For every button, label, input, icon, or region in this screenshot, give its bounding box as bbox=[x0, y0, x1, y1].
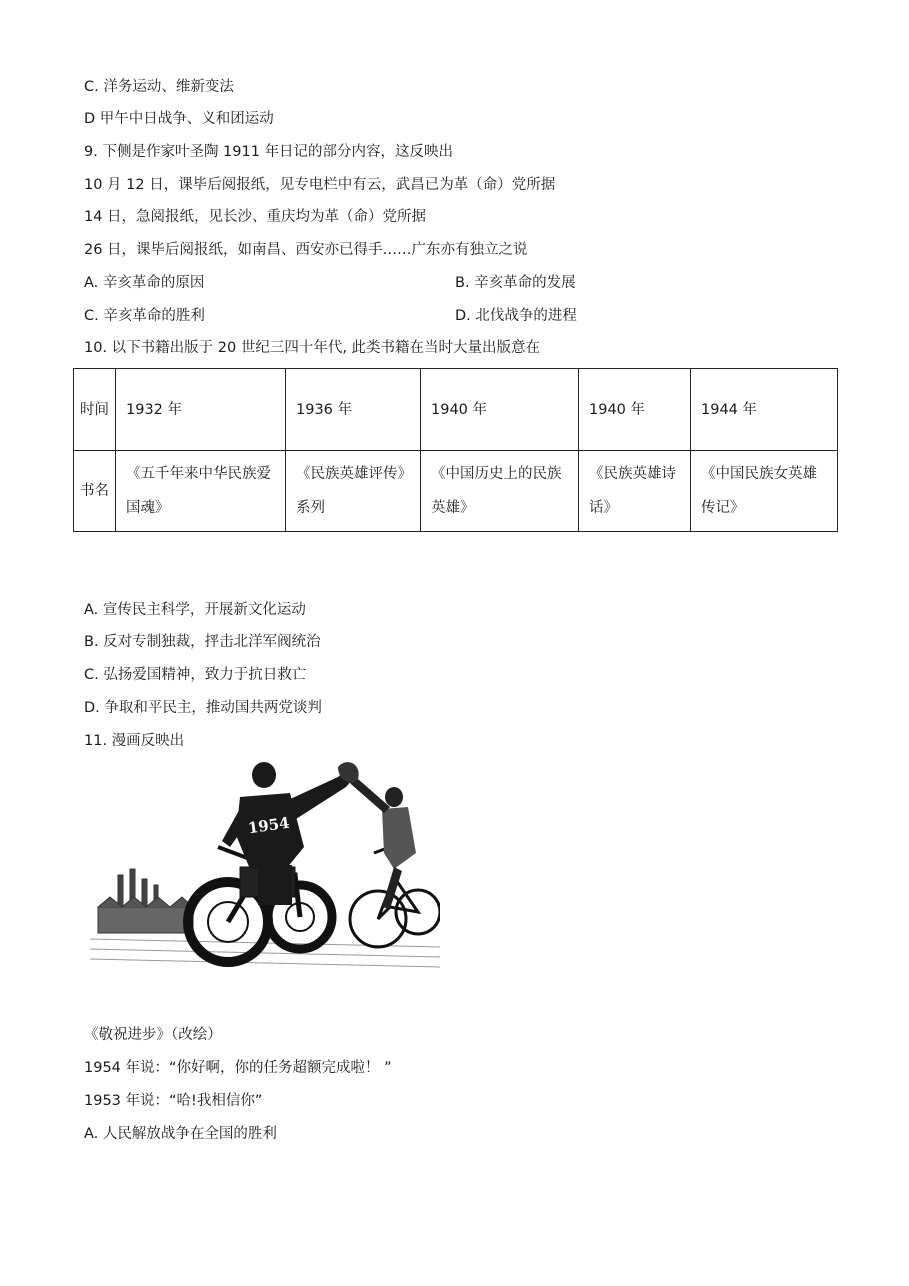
books-table bbox=[73, 368, 838, 532]
table-row bbox=[74, 369, 838, 451]
q10-option-c: C. 弘扬爱国精神，致力于抗日救亡 bbox=[84, 667, 307, 683]
q9-diary-line: 10 月 12 日，课毕后阅报纸，见专电栏中有云，武昌已为革（命）党所据 bbox=[84, 177, 556, 193]
table-cell-book: 《五千年来中华民族爱国魂》 bbox=[116, 451, 286, 532]
table-cell-year: 1940 年 bbox=[579, 369, 691, 451]
table-cell-year: 1932 年 bbox=[116, 369, 286, 451]
q9-diary-line: 14 日，急阅报纸，见长沙、重庆均为革（命）党所据 bbox=[84, 209, 427, 225]
q11-quote-1954: 1954 年说：“你好啊，你的任务超额完成啦！ ” bbox=[84, 1060, 392, 1076]
q9-option-b: B. 辛亥革命的发展 bbox=[455, 275, 576, 291]
q11-option-a: A. 人民解放战争在全国的胜利 bbox=[84, 1126, 277, 1142]
q9-diary-line: 26 日，课毕后阅报纸，如南昌、西安亦已得手……广东亦有独立之说 bbox=[84, 242, 528, 258]
cartoon-jersey-number: 1954 bbox=[246, 813, 291, 838]
table-cell-book: 《中国民族女英雄传记》 bbox=[691, 451, 838, 532]
cartoon-illustration bbox=[90, 757, 440, 979]
table-header-time: 时间 bbox=[74, 369, 116, 451]
table-header-title: 书名 bbox=[74, 451, 116, 532]
q9-option-a: A. 辛亥革命的原因 bbox=[84, 275, 205, 291]
table-cell-book: 《民族英雄诗话》 bbox=[579, 451, 691, 532]
table-row bbox=[74, 451, 838, 532]
table-cell-book: 《中国历史上的民族英雄》 bbox=[421, 451, 579, 532]
q9-option-d: D. 北伐战争的进程 bbox=[455, 308, 577, 324]
table-cell-year: 1936 年 bbox=[286, 369, 421, 451]
q11-quote-1953: 1953 年说：“哈!我相信你” bbox=[84, 1093, 263, 1109]
table-cell-year: 1940 年 bbox=[421, 369, 579, 451]
q9-stem: 9. 下侧是作家叶圣陶 1911 年日记的部分内容，这反映出 bbox=[84, 144, 454, 160]
cyclist-figure bbox=[338, 762, 416, 909]
table-cell-book: 《民族英雄评传》系列 bbox=[286, 451, 421, 532]
q8-option-d: D 甲午中日战争、义和团运动 bbox=[84, 111, 274, 127]
q10-stem: 10. 以下书籍出版于 20 世纪三四十年代, 此类书籍在当时大量出版意在 bbox=[84, 340, 541, 356]
q10-option-a: A. 宣传民主科学，开展新文化运动 bbox=[84, 602, 306, 618]
cartoon-caption: 《敬祝进步》（改绘） bbox=[84, 1027, 222, 1043]
q10-option-d: D. 争取和平民主，推动国共两党谈判 bbox=[84, 700, 322, 716]
q10-option-b: B. 反对专制独裁，抨击北洋军阀统治 bbox=[84, 634, 321, 650]
q11-stem: 11. 漫画反映出 bbox=[84, 733, 185, 749]
table-cell-year: 1944 年 bbox=[691, 369, 838, 451]
factory-silhouette bbox=[98, 869, 193, 933]
q9-option-c: C. 辛亥革命的胜利 bbox=[84, 308, 205, 324]
q8-option-c: C. 洋务运动、维新变法 bbox=[84, 79, 234, 95]
